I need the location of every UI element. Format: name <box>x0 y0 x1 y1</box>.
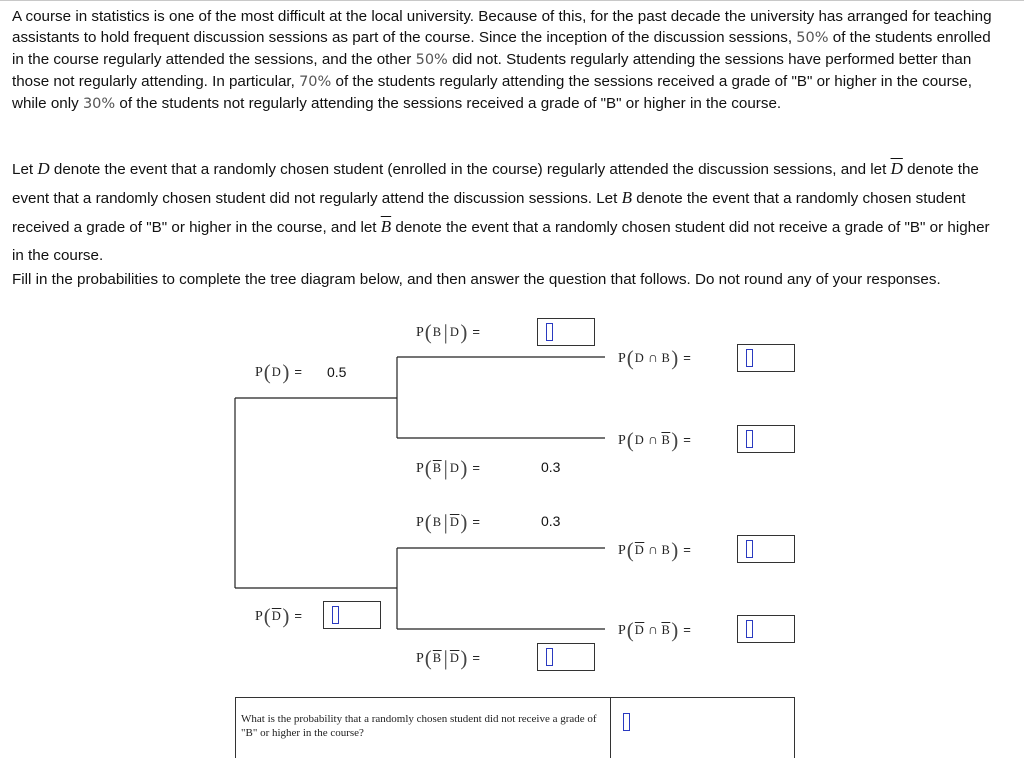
input-p-D-and-Bbar[interactable] <box>737 425 795 453</box>
question-text: What is the probability that a randomly chosen student did not receive a grade of "B" or higher in the course? <box>241 713 597 739</box>
input-cursor <box>546 323 553 341</box>
input-p-Bbar-given-Dbar[interactable] <box>537 643 595 671</box>
label-p-D: P(D) = <box>255 360 302 384</box>
intro-paragraph: A course in statistics is one of the most difficult at the local university. Because of this, for the past decade the university has arranged for teaching assistants to hold frequent discussion sessions as part of the course. Since the inception of the discussion sessions, 50% of the students enrolled in the course regularly attended the sessions, and the other 50% did not. Students regularly attending the sessions have performed better than those not regularly attending. In particular, 70% of the students regularly attending the sessions received a grade of "B" or higher in the course, while only 30% of the students not regularly attending the sessions received a grade of "B" or higher in the course. <box>12 8 992 112</box>
top-divider <box>0 0 1024 1</box>
percent-not-attended: 50% <box>415 52 448 68</box>
value-p-D: 0.5 <box>327 364 347 380</box>
value-p-Bbar-given-D: 0.3 <box>541 459 561 475</box>
var-B-bar: $\overline{B}$ <box>380 217 392 236</box>
definitions-paragraph: Let D denote the event that a randomly chosen student (enrolled in the course) regularly attended the discussion sessions, and let $\overline{D}$ denote the event that a randomly chosen student did not regularly attend the discussion sessions. Let B denote the event that a randomly chosen student received a grade of "B" or higher in the course, and let $\overline{B}$ denote the event that a randomly chosen student did not receive a grade of "B" or higher in the course. <box>12 159 990 264</box>
label-p-Dbar-and-Bbar: $P(\overline{D}$ ∩ $\overline{B}$) = <box>618 618 691 642</box>
question-divider <box>610 698 611 758</box>
answer-input-cursor[interactable] <box>623 713 630 731</box>
percent-attended: 50% <box>796 30 829 46</box>
label-p-D-and-Bbar: P(D ∩ $\overline{B}$) = <box>618 428 691 452</box>
percent-b-given-not-attended: 30% <box>82 96 116 112</box>
instructions-paragraph: Fill in the probabilities to complete the tree diagram below, and then answer the question that follows. Do not round any of your responses. <box>12 271 941 288</box>
label-p-B-given-D: P(B| D) = <box>416 320 480 344</box>
input-cursor <box>546 648 553 666</box>
input-cursor <box>746 620 753 638</box>
var-D-bar: $\overline{D}$ <box>890 159 903 178</box>
label-p-Dbar-and-B: $P(\overline{D}$ ∩ B) = <box>618 538 691 562</box>
input-p-Dbar-and-Bbar[interactable] <box>737 615 795 643</box>
input-p-D-and-B[interactable] <box>737 344 795 372</box>
label-p-Bbar-given-D: $P(\overline{B}|$ D) = <box>416 456 480 480</box>
label-p-B-given-Dbar: P(B| $\overline{D}$) = <box>416 510 480 534</box>
var-B: B <box>621 188 632 207</box>
label-p-Bbar-given-Dbar: $P(\overline{B}|$ $\overline{D}$) = <box>416 646 480 670</box>
label-p-Dbar: $P(\overline{D})$ = <box>255 604 302 628</box>
input-p-B-given-D[interactable] <box>537 318 595 346</box>
input-cursor <box>746 430 753 448</box>
input-p-Dbar-and-B[interactable] <box>737 535 795 563</box>
input-p-Dbar[interactable] <box>323 601 381 629</box>
question-table <box>235 697 795 758</box>
percent-b-given-attended: 70% <box>299 74 332 90</box>
input-cursor <box>332 606 339 624</box>
var-D: D <box>37 159 50 178</box>
value-p-B-given-Dbar: 0.3 <box>541 513 561 529</box>
label-p-D-and-B: P(D ∩ B) = <box>618 346 691 370</box>
input-cursor <box>746 349 753 367</box>
input-cursor <box>746 540 753 558</box>
